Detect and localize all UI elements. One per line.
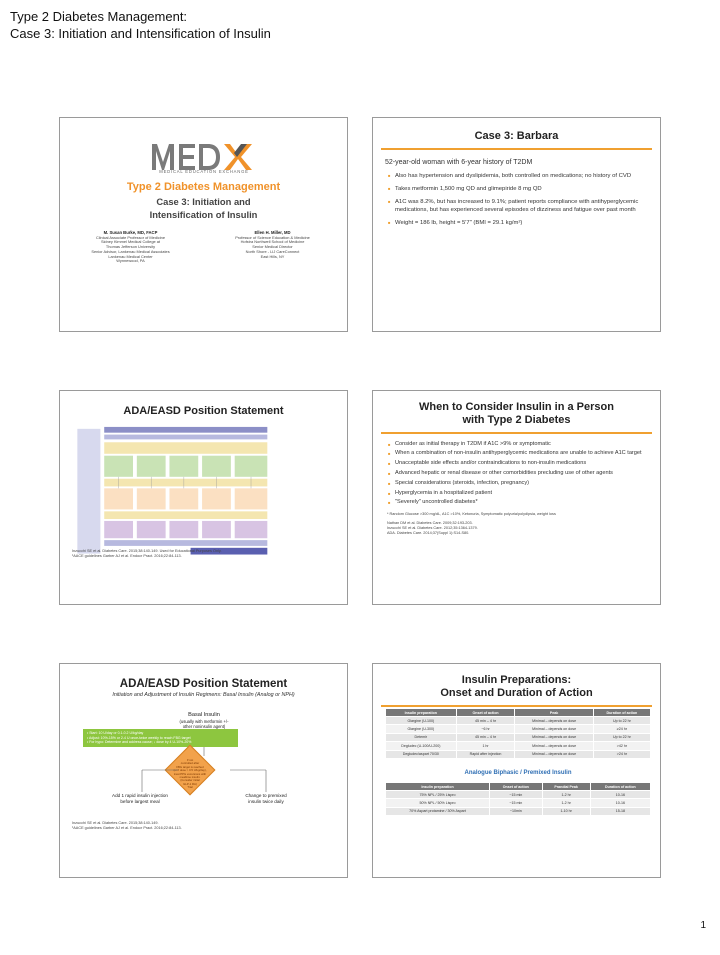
slide1-title: Type 2 Diabetes Management bbox=[126, 181, 281, 193]
analogue-premixed-heading: Analogue Biphasic / Premixed Insulin bbox=[464, 770, 572, 776]
slide1-subtitle-line2: Intensification of Insulin bbox=[149, 209, 258, 220]
add-rapid-insulin-line: Add 1 rapid insulin injection bbox=[112, 793, 168, 798]
bullet-item: ■ A1C was 8.2%, but has increased to 9.1%; patient reports compliance with antihyperglycemic medications, but has experienced several episodes of dizziness and fatigue over past month bbox=[395, 198, 648, 214]
slide4-title-line2: with Type 2 Diabetes bbox=[462, 414, 571, 426]
slide4-title-line1: When to Consider Insulin in a Person bbox=[419, 401, 614, 413]
table-cell: Minimal – depends on dose bbox=[515, 750, 593, 758]
document-title bbox=[10, 8, 271, 42]
decision-line: If not bbox=[186, 758, 194, 762]
table-row bbox=[386, 725, 651, 733]
table-header: Peak bbox=[515, 709, 593, 717]
author-line: Hofstra Northwell School of Medicine bbox=[240, 239, 305, 245]
table-cell: ~15 min bbox=[490, 799, 543, 807]
slide5-subtitle: Initiation and Adjustment of Insulin Regimens: Basal Insulin (Analog or NPH) bbox=[112, 692, 295, 698]
ada-easd-algorithm-figure bbox=[70, 425, 338, 567]
reference-line: Nathan DM et al. Diabetes Care. 2009;32:193-203. bbox=[387, 520, 473, 525]
table-cell: Degludec/aspart 70/30 bbox=[386, 750, 457, 758]
table-cell: ~6 hr bbox=[456, 725, 515, 733]
table-cell: 50% NPL / 50% Lispro bbox=[386, 799, 490, 807]
reference-line: Inzucchi SE et al. Diabetes Care. 2015;38:140-149. bbox=[72, 821, 159, 825]
table-header: Prandial Peak bbox=[542, 783, 590, 791]
table-header: Insulin preparation bbox=[386, 709, 457, 717]
table-cell: 1-2 hr bbox=[542, 799, 590, 807]
table-cell: Rapid after injection bbox=[456, 750, 515, 758]
table-cell: 45 min – 4 hr bbox=[456, 733, 515, 741]
slide-2 bbox=[372, 117, 661, 332]
flowchart-connectors bbox=[60, 664, 348, 878]
reference-line: ADA. Diabetes Care. 2014;37(Suppl 1):S14-S80. bbox=[387, 530, 470, 535]
bullet-item: ■ Also has hypertension and dyslipidemia, both controlled on medications; no history of CVD bbox=[395, 172, 648, 180]
table-header: Onset of action bbox=[490, 783, 543, 791]
table-cell: 75% NPL / 25% Lispro bbox=[386, 791, 490, 799]
bullet-item: ■ Special considerations (steroids, infection, pregnancy) bbox=[395, 480, 648, 487]
basal-insulin-table bbox=[385, 708, 651, 759]
bullet-item: ■ Unacceptable side effects and/or contraindications to non-insulin medications bbox=[395, 460, 648, 467]
author-miller bbox=[210, 231, 335, 259]
bullet-item: ■ Hyperglycemia in a hospitalized patient bbox=[395, 490, 648, 497]
change-premixed-line: Change to premixed bbox=[245, 793, 287, 798]
table-row bbox=[386, 799, 651, 807]
slide-3 bbox=[59, 390, 348, 605]
table-cell: >24 hr bbox=[593, 750, 650, 758]
slide6-title-line2: Onset and Duration of Action bbox=[440, 687, 593, 699]
table-cell: ~15 min bbox=[490, 791, 543, 799]
basal-insulin-note: other noninsulin agent) bbox=[182, 724, 226, 730]
table-cell: Up to 22 hr bbox=[593, 733, 650, 741]
slide4-title bbox=[373, 391, 660, 427]
table-cell: Glargine (U-300) bbox=[386, 725, 457, 733]
decision-line: controlled after bbox=[180, 761, 200, 766]
basal-insulin-label: Basal Insulin bbox=[188, 712, 220, 718]
author-name: Ellen H. Miller, MD bbox=[254, 230, 291, 235]
author-burke bbox=[68, 231, 193, 264]
table-cell: Minimal – depends on dose bbox=[515, 733, 593, 741]
author-line: North Shore - LIJ CareConnect bbox=[245, 248, 300, 254]
decision-line: (Consider initial bbox=[180, 778, 200, 783]
slide6-title-line1: Insulin Preparations: bbox=[461, 674, 572, 686]
slide2-lead: 52-year-old woman with 6-year history of T2DM bbox=[385, 159, 533, 166]
table-header: Insulin preparation bbox=[386, 783, 490, 791]
decision-line: mealtime insulin. bbox=[179, 775, 201, 780]
author-name: M. Susan Burke, MD, FACP bbox=[103, 230, 158, 235]
table-row bbox=[386, 717, 651, 725]
table-cell: Minimal – depends on dose bbox=[515, 742, 593, 750]
table-cell: ≥24 hr bbox=[593, 725, 650, 733]
table-row bbox=[386, 742, 651, 750]
table-cell: 1-10 hr bbox=[542, 807, 590, 815]
logo-subtitle: MEDICAL EDUCATION EXCHANGE bbox=[159, 169, 249, 174]
author-line: Senior Medical Director bbox=[252, 244, 293, 250]
add-rapid-insulin-line: before largest meal bbox=[120, 799, 160, 804]
bullet-item: ■ Advanced hepatic or renal disease or other comorbidities precluding use of other agents bbox=[395, 470, 648, 477]
table-row bbox=[386, 807, 651, 815]
change-premixed-line: insulin twice daily bbox=[248, 799, 284, 804]
slide6-title bbox=[373, 664, 660, 700]
bullet-item: ■ When a combination of non-insulin antihyperglycemic medications are unable to achieve A1C target bbox=[395, 450, 648, 457]
decision-line: FBG target is reached bbox=[176, 764, 204, 769]
slide5-references bbox=[60, 821, 194, 831]
decision-line: Trial bbox=[187, 785, 193, 790]
table-cell: >42 hr bbox=[593, 742, 650, 750]
table-cell: 45 min – 4 hr bbox=[456, 717, 515, 725]
table-cell: 1 hr bbox=[456, 742, 515, 750]
change-premixed-box bbox=[220, 793, 312, 805]
author-line: Thomas Jefferson University bbox=[105, 244, 156, 250]
author-line: Professor of Science Education & Medicine bbox=[235, 234, 310, 240]
reference-line: Inzucchi SE et al. Diabetes Care. 2012;35:1364-1379. bbox=[387, 525, 478, 530]
table-cell: 10-16 bbox=[590, 799, 650, 807]
reference-line: ¹AACE guidelines Garber AJ et al. Endocr Pract. 2016;22:84-113. bbox=[72, 554, 182, 558]
author-line: Wynnewood, PA bbox=[116, 258, 145, 264]
dosing-line: • For hypo: Determine and address cause; ↓ dose by 4 U-10%-20% bbox=[87, 740, 192, 745]
table-header: Onset of action bbox=[456, 709, 515, 717]
table-cell: ~10min bbox=[490, 807, 543, 815]
document-title-line2: Case 3: Initiation and Intensification of Insulin bbox=[10, 26, 271, 41]
slide1-subtitle bbox=[60, 195, 347, 221]
slide5-title: ADA/EASD Position Statement bbox=[119, 678, 288, 690]
slide-4 bbox=[372, 390, 661, 605]
author-line: Senior Advisor, Lankenau Medical Associates bbox=[91, 248, 170, 254]
medx-logo bbox=[120, 138, 290, 186]
table-row bbox=[386, 733, 651, 741]
decision-line: GLP-1 RA) bbox=[183, 781, 197, 786]
table-cell: Minimal – depends on dose bbox=[515, 717, 593, 725]
bullet-item: ■ Weight = 186 lb, height = 5'7" (BMI = 29.1 kg/m²) bbox=[395, 219, 648, 227]
table-header: Duration of action bbox=[593, 709, 650, 717]
bullet-item: ■ Consider as initial therapy in T2DM if A1C >9% or symptomatic bbox=[395, 441, 648, 448]
table-row bbox=[386, 791, 651, 799]
table-row bbox=[386, 750, 651, 758]
table-header-row bbox=[386, 709, 651, 717]
basal-insulin-note: (usually with metformin +/- bbox=[179, 719, 229, 724]
decision-line: (or if dose > 0.5 U/kg/day), bbox=[173, 768, 207, 773]
table-cell: 15-18 bbox=[590, 807, 650, 815]
slide-1 bbox=[59, 117, 348, 332]
add-rapid-insulin-box bbox=[88, 793, 192, 805]
slide3-references bbox=[60, 549, 234, 559]
table-cell: Degludec (U-100/U-200) bbox=[386, 742, 457, 750]
table-cell: 1-2 hr bbox=[542, 791, 590, 799]
table-cell: Up to 22 hr bbox=[593, 717, 650, 725]
slide4-bullets bbox=[373, 434, 660, 507]
reference-line: Inzucchi SE et al. Diabetes Care. 2015;38:140-149. Used for Educational Purposes Only. bbox=[72, 549, 222, 553]
table-cell: 70% Aspart protamine / 30% Aspart bbox=[386, 807, 490, 815]
title-rule bbox=[381, 705, 652, 707]
slide2-bullets bbox=[373, 166, 660, 227]
slide2-title: Case 3: Barbara bbox=[474, 130, 559, 142]
table-cell: Minimal – depends on dose bbox=[515, 725, 593, 733]
author-line: East Hills, NY bbox=[260, 253, 285, 259]
bullet-item: ■ Takes metformin 1,500 mg QD and glimepiride 8 mg QD bbox=[395, 185, 648, 193]
document-title-line1: Type 2 Diabetes Management: bbox=[10, 9, 188, 24]
slide-6 bbox=[372, 663, 661, 878]
dosing-line: • Start: 10 U/day or 0.1-0.2 U/kg/day bbox=[87, 731, 144, 735]
slide-5 bbox=[59, 663, 348, 878]
author-line: Clinical Associate Professor of Medicine bbox=[96, 234, 165, 240]
slide3-title: ADA/EASD Position Statement bbox=[123, 405, 284, 417]
slide4-footnote: * Random Glucose >300 mg/dL, A1C >10%, Ketonuria, Symptomatic polyuria/polydipsia, weight loss bbox=[387, 511, 556, 516]
table-cell: Detemir bbox=[386, 733, 457, 741]
decision-line: treat PPG excursions with bbox=[173, 771, 207, 776]
bullet-item: ■ "Severely" uncontrolled diabetes* bbox=[395, 499, 648, 506]
reference-line: ¹AACE guidelines Garber AJ et al. Endocr Pract. 2016;22:84-113. bbox=[72, 826, 182, 830]
table-header-row bbox=[386, 783, 651, 791]
table-header: Duration of action bbox=[590, 783, 650, 791]
author-line: Lankenau Medical Center bbox=[108, 253, 153, 259]
table-cell: Glargine (U-100) bbox=[386, 717, 457, 725]
dosing-line: • Adjust: 10%-15% or 2-4 U once-twice weekly to reach FBG target bbox=[87, 735, 191, 740]
slide4-references bbox=[373, 521, 660, 536]
page-number: 1 bbox=[700, 920, 706, 931]
author-line: Sidney Kimmel Medical College at bbox=[100, 239, 161, 245]
premixed-insulin-table bbox=[385, 782, 651, 816]
table-cell: 10-16 bbox=[590, 791, 650, 799]
slide1-subtitle-line1: Case 3: Initiation and bbox=[156, 196, 251, 207]
